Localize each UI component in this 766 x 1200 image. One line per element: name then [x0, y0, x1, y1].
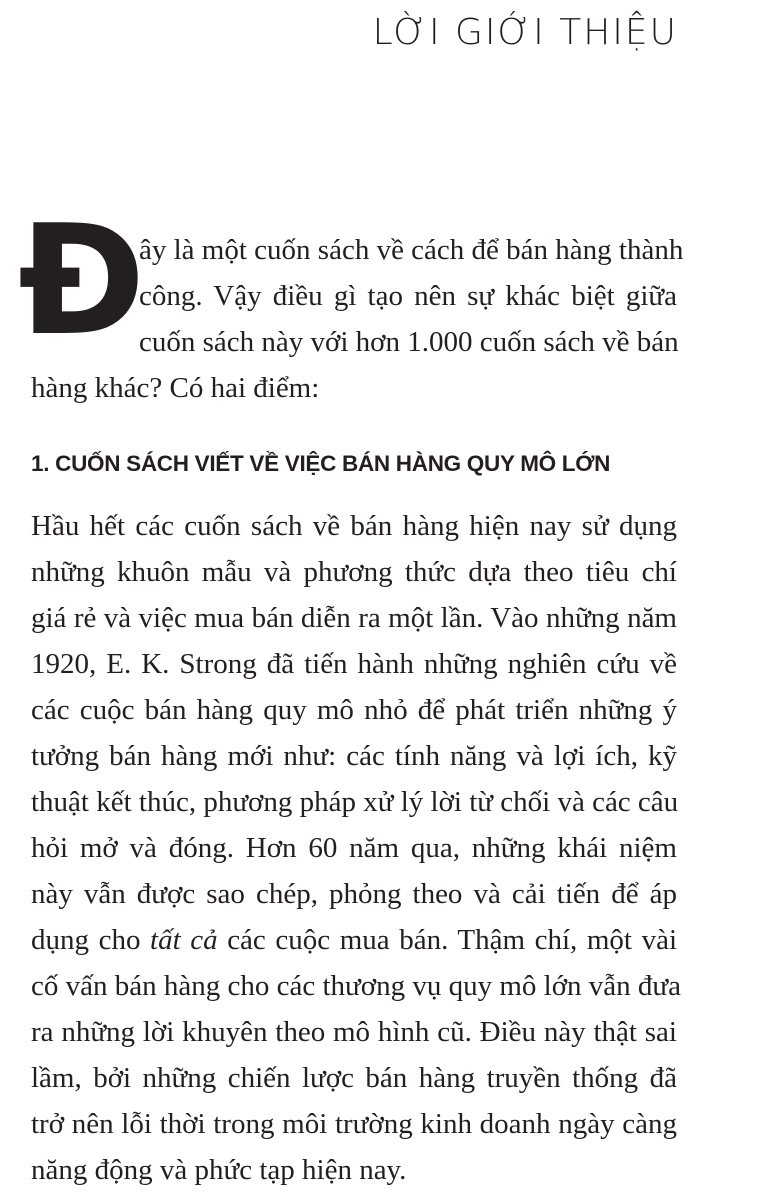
chapter-title: LỜI GIỚI THIỆU [372, 12, 678, 53]
body-line: năng động và phức tạp hiện nay. [31, 1154, 407, 1186]
body-line: 1920, E. K. Strong đã tiến hành những nghiên cứu về [31, 648, 677, 680]
body-line: thuật kết thúc, phương pháp xử lý lời từ chối và các câu [31, 786, 679, 818]
intro-line: ây là một cuốn sách về cách để bán hàng thành [139, 234, 684, 266]
body-text: dụng cho [31, 924, 151, 956]
body-line: này vẫn được sao chép, phỏng theo và cải tiến để áp [31, 878, 677, 910]
intro-line: hàng khác? Có hai điểm: [31, 372, 320, 404]
body-line-with-emphasis [31, 922, 677, 958]
body-text: các cuộc mua bán. Thậm chí, một vài [217, 924, 677, 956]
drop-cap: Đ [18, 192, 146, 369]
intro-line: công. Vậy điều gì tạo nên sự khác biệt giữa [139, 280, 677, 312]
intro-line: cuốn sách này với hơn 1.000 cuốn sách về bán [139, 326, 679, 358]
body-line: ra những lời khuyên theo mô hình cũ. Điều này thật sai [31, 1016, 677, 1048]
emphasized-text: tất cả [150, 924, 218, 956]
body-line: giá rẻ và việc mua bán diễn ra một lần. Vào những năm [31, 602, 677, 634]
body-line: Hầu hết các cuốn sách về bán hàng hiện nay sử dụng [31, 510, 677, 542]
body-line: tưởng bán hàng mới như: các tính năng và lợi ích, kỹ [31, 740, 677, 772]
body-line: những khuôn mẫu và phương thức dựa theo tiêu chí [31, 556, 677, 588]
body-line: hỏi mở và đóng. Hơn 60 năm qua, những khái niệm [31, 832, 677, 864]
body-line: cố vấn bán hàng cho các thương vụ quy mô lớn vẫn đưa [31, 970, 681, 1002]
body-line: trở nên lỗi thời trong môi trường kinh doanh ngày càng [31, 1108, 677, 1140]
body-line: lầm, bởi những chiến lược bán hàng truyền thống đã [31, 1062, 677, 1094]
body-line: các cuộc bán hàng quy mô nhỏ để phát triển những ý [31, 694, 677, 726]
section-heading: 1. CUỐN SÁCH VIẾT VỀ VIỆC BÁN HÀNG QUY MÔ LỚN [31, 451, 611, 476]
